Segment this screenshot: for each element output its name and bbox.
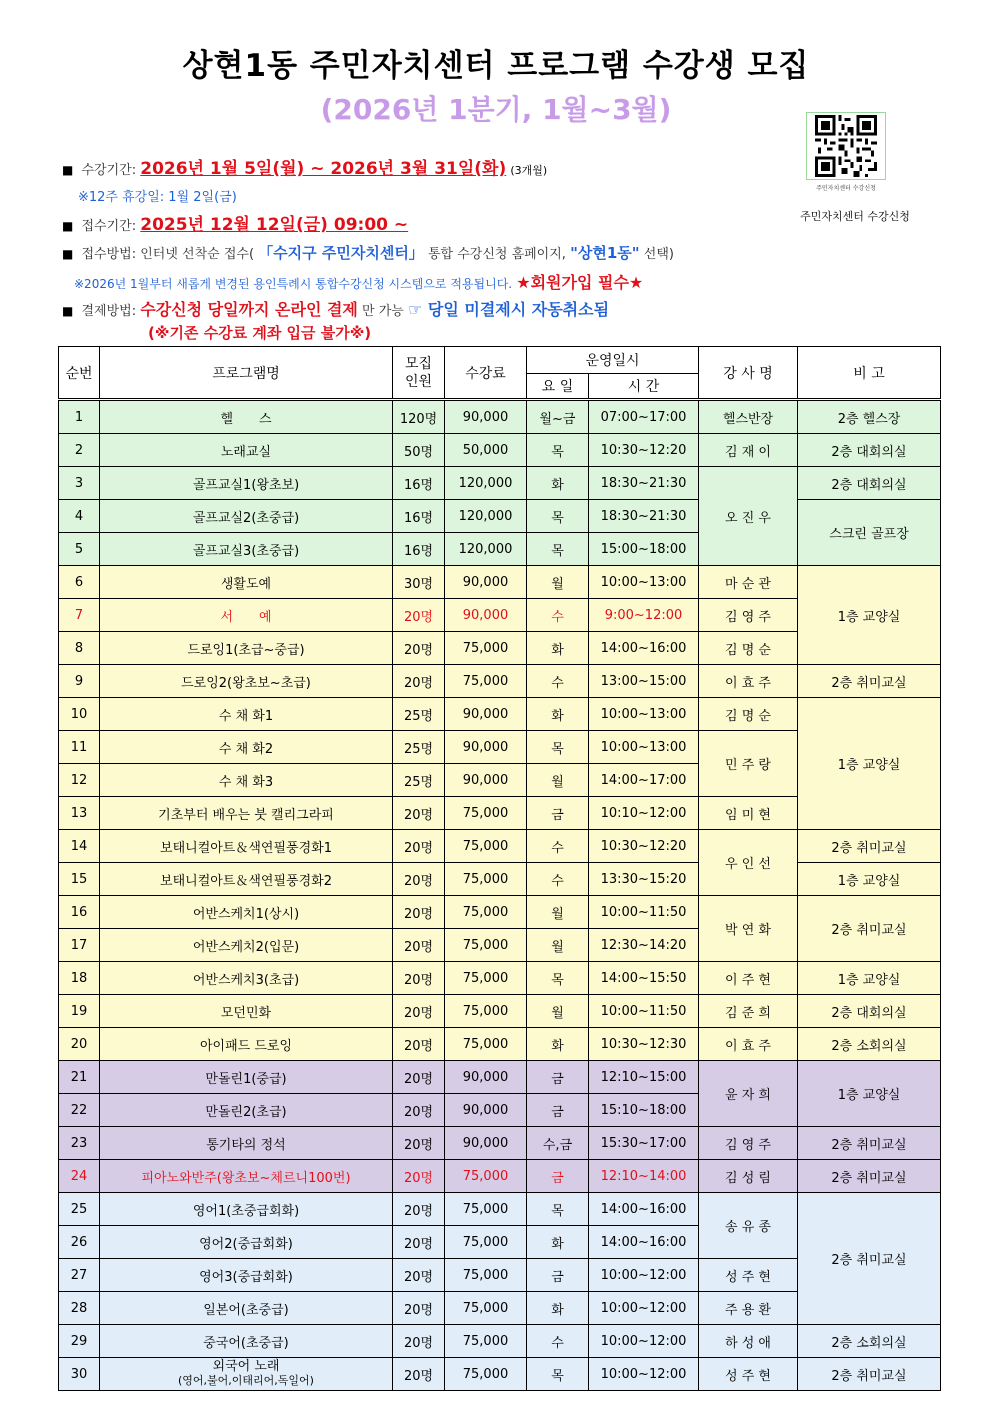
cell-time: 10:00~13:00 <box>589 698 699 731</box>
cell-instructor: 김 명 순 <box>699 632 798 665</box>
cell-fee: 120,000 <box>445 500 527 533</box>
cell-no: 23 <box>59 1127 100 1160</box>
cell-instructor: 우 인 선 <box>699 830 798 896</box>
table-row <box>59 1193 941 1226</box>
cell-fee: 75,000 <box>445 830 527 863</box>
payment-highlight: 수강신청 당일까지 온라인 결제 <box>140 300 358 319</box>
cell-fee: 75,000 <box>445 1259 527 1292</box>
cell-day: 목 <box>527 962 589 995</box>
cell-note: 2층 취미교실 <box>798 1358 941 1391</box>
cell-no: 30 <box>59 1358 100 1391</box>
cell-capacity: 25명 <box>393 764 445 797</box>
cell-day: 월 <box>527 896 589 929</box>
cell-fee: 75,000 <box>445 797 527 830</box>
cell-day: 수 <box>527 863 589 896</box>
cell-instructor: 성 주 현 <box>699 1358 798 1391</box>
cell-note: 2층 취미교실 <box>798 1193 941 1325</box>
cell-no: 14 <box>59 830 100 863</box>
cell-time: 13:30~15:20 <box>589 863 699 896</box>
cell-program <box>100 1358 393 1391</box>
cell-day: 수 <box>527 665 589 698</box>
cell-fee: 50,000 <box>445 434 527 467</box>
table-row <box>59 962 941 995</box>
table-row <box>59 1061 941 1094</box>
cell-day: 목 <box>527 434 589 467</box>
cell-capacity: 25명 <box>393 731 445 764</box>
cell-program: 통기타의 정석 <box>100 1127 393 1160</box>
cell-program: 헬 스 <box>100 400 393 434</box>
cell-time: 15:10~18:00 <box>589 1094 699 1127</box>
cell-fee: 90,000 <box>445 764 527 797</box>
cell-instructor: 김 영 주 <box>699 1127 798 1160</box>
cell-fee: 90,000 <box>445 731 527 764</box>
cell-instructor: 윤 자 희 <box>699 1061 798 1127</box>
cell-fee: 75,000 <box>445 995 527 1028</box>
cell-no: 3 <box>59 467 100 500</box>
cell-day: 화 <box>527 1292 589 1325</box>
cell-time: 10:30~12:20 <box>589 434 699 467</box>
cell-time: 07:00~17:00 <box>589 400 699 434</box>
cell-note: 2층 취미교실 <box>798 896 941 962</box>
cell-time: 10:00~12:00 <box>589 1292 699 1325</box>
period-line <box>62 154 547 179</box>
cell-program: 만돌린2(초급) <box>100 1094 393 1127</box>
header-capacity-line2: 인원 <box>404 373 433 390</box>
cell-capacity: 20명 <box>393 1193 445 1226</box>
cell-note: 2층 대회의실 <box>798 995 941 1028</box>
cell-time: 15:30~17:00 <box>589 1127 699 1160</box>
table-row <box>59 1160 941 1193</box>
page-title: 상현1동 주민자치센터 프로그램 수강생 모집 <box>182 48 810 84</box>
cell-no: 18 <box>59 962 100 995</box>
cell-instructor: 김 명 순 <box>699 698 798 731</box>
cell-note: 스크린 골프장 <box>798 500 941 566</box>
cell-fee: 75,000 <box>445 1028 527 1061</box>
cell-instructor: 헬스반장 <box>699 400 798 434</box>
cell-day: 화 <box>527 632 589 665</box>
table-row <box>59 698 941 731</box>
cell-day: 금 <box>527 797 589 830</box>
cell-fee: 90,000 <box>445 599 527 632</box>
cell-day: 월~금 <box>527 400 589 434</box>
cell-no: 4 <box>59 500 100 533</box>
cell-time: 18:30~21:30 <box>589 467 699 500</box>
cell-time: 14:00~15:50 <box>589 962 699 995</box>
cell-program: 골프교실2(초중급) <box>100 500 393 533</box>
cell-capacity: 20명 <box>393 797 445 830</box>
cell-no: 11 <box>59 731 100 764</box>
cell-time: 14:00~16:00 <box>589 1193 699 1226</box>
qr-code[interactable] <box>806 112 886 180</box>
cell-program: 골프교실1(왕초보) <box>100 467 393 500</box>
table-row <box>59 1325 941 1358</box>
cell-capacity: 25명 <box>393 698 445 731</box>
cell-fee: 75,000 <box>445 1358 527 1391</box>
cell-no: 12 <box>59 764 100 797</box>
cell-note: 2층 취미교실 <box>798 665 941 698</box>
cell-capacity: 16명 <box>393 467 445 500</box>
payment-line <box>62 297 609 320</box>
cell-program: 생활도예 <box>100 566 393 599</box>
header-capacity-line1: 모집 <box>404 355 433 372</box>
header-day: 요 일 <box>527 374 589 400</box>
cell-no: 8 <box>59 632 100 665</box>
cell-fee: 75,000 <box>445 632 527 665</box>
cell-note: 2층 취미교실 <box>798 1127 941 1160</box>
cell-day: 목 <box>527 500 589 533</box>
cell-program: 영어1(초중급회화) <box>100 1193 393 1226</box>
qr-caption: 주민자치센터 수강신청 <box>816 185 876 192</box>
cell-note: 2층 취미교실 <box>798 1160 941 1193</box>
cell-time: 10:00~11:50 <box>589 995 699 1028</box>
cell-capacity: 20명 <box>393 1259 445 1292</box>
cell-capacity: 20명 <box>393 896 445 929</box>
cell-program-title: 외국어 노래 <box>212 1359 280 1374</box>
cell-capacity: 20명 <box>393 1094 445 1127</box>
cell-note: 1층 교양실 <box>798 698 941 830</box>
table-row <box>59 665 941 698</box>
cell-capacity: 120명 <box>393 400 445 434</box>
cell-no: 5 <box>59 533 100 566</box>
cell-time: 12:10~15:00 <box>589 1061 699 1094</box>
cell-instructor: 주 용 환 <box>699 1292 798 1325</box>
cell-program: 만돌린1(중급) <box>100 1061 393 1094</box>
cell-fee: 90,000 <box>445 400 527 434</box>
cell-day: 월 <box>527 995 589 1028</box>
cell-fee: 75,000 <box>445 1226 527 1259</box>
cell-day: 월 <box>527 929 589 962</box>
cell-note: 1층 교양실 <box>798 863 941 896</box>
cell-day: 목 <box>527 533 589 566</box>
method-line <box>62 242 674 263</box>
table-row <box>59 1358 941 1391</box>
header-schedule: 운영일시 <box>527 347 699 374</box>
bullet-square-icon: ■ <box>62 247 74 261</box>
cell-day: 수,금 <box>527 1127 589 1160</box>
cell-fee: 75,000 <box>445 1292 527 1325</box>
method-mid: 통합 수강신청 홈페이지, <box>427 247 566 262</box>
cell-program: 어반스케치2(입문) <box>100 929 393 962</box>
method-end: 선택) <box>643 247 674 262</box>
cell-no: 2 <box>59 434 100 467</box>
apply-value: 2025년 12월 12일(금) 09:00 ~ <box>140 215 409 235</box>
qr-link-label: 주민자치센터 수강신청 <box>800 210 910 223</box>
period-label: 수강기간: <box>81 163 137 178</box>
cell-capacity: 20명 <box>393 632 445 665</box>
cell-program: 영어3(중급회화) <box>100 1259 393 1292</box>
cell-no: 13 <box>59 797 100 830</box>
table-row <box>59 896 941 929</box>
cell-instructor: 김 영 주 <box>699 599 798 632</box>
cell-note: 2층 헬스장 <box>798 400 941 434</box>
cell-fee: 90,000 <box>445 1127 527 1160</box>
cell-capacity: 30명 <box>393 566 445 599</box>
cell-program: 드로잉1(초급~중급) <box>100 632 393 665</box>
cell-fee: 90,000 <box>445 1094 527 1127</box>
cell-program: 서 예 <box>100 599 393 632</box>
cell-fee: 75,000 <box>445 929 527 962</box>
system-line <box>74 270 643 293</box>
cell-no: 19 <box>59 995 100 1028</box>
cell-no: 27 <box>59 1259 100 1292</box>
cell-day: 금 <box>527 1160 589 1193</box>
cell-no: 26 <box>59 1226 100 1259</box>
cell-fee: 120,000 <box>445 533 527 566</box>
cell-time: 10:00~12:00 <box>589 1325 699 1358</box>
cell-program: 모던민화 <box>100 995 393 1028</box>
cell-note: 2층 대회의실 <box>798 467 941 500</box>
cell-time: 13:00~15:00 <box>589 665 699 698</box>
payment-note-line <box>148 322 371 343</box>
cell-program: 영어2(중급회화) <box>100 1226 393 1259</box>
cell-note: 2층 대회의실 <box>798 434 941 467</box>
cell-program: 수 채 화2 <box>100 731 393 764</box>
cell-note: 2층 소회의실 <box>798 1325 941 1358</box>
cell-capacity: 20명 <box>393 1028 445 1061</box>
cell-time: 14:00~17:00 <box>589 764 699 797</box>
cell-fee: 75,000 <box>445 1160 527 1193</box>
cell-day: 수 <box>527 599 589 632</box>
cell-no: 9 <box>59 665 100 698</box>
cell-instructor: 임 미 현 <box>699 797 798 830</box>
cell-capacity: 50명 <box>393 434 445 467</box>
cell-capacity: 20명 <box>393 1127 445 1160</box>
cell-no: 10 <box>59 698 100 731</box>
cell-capacity: 20명 <box>393 1325 445 1358</box>
payment-mid: 만 가능 <box>362 304 404 319</box>
cell-no: 20 <box>59 1028 100 1061</box>
cell-time: 10:00~12:00 <box>589 1259 699 1292</box>
cell-fee: 75,000 <box>445 962 527 995</box>
cell-note: 1층 교양실 <box>798 1061 941 1127</box>
cell-day: 금 <box>527 1259 589 1292</box>
cell-time: 9:00~12:00 <box>589 599 699 632</box>
header-note: 비 고 <box>798 347 941 400</box>
cell-day: 월 <box>527 566 589 599</box>
apply-label: 접수기간: <box>81 219 137 234</box>
cell-instructor: 이 주 현 <box>699 962 798 995</box>
cell-program: 피아노와반주(왕초보~체르니100번) <box>100 1160 393 1193</box>
header-time: 시 간 <box>589 374 699 400</box>
cell-no: 25 <box>59 1193 100 1226</box>
table-row <box>59 830 941 863</box>
cell-time: 10:10~12:00 <box>589 797 699 830</box>
cell-no: 22 <box>59 1094 100 1127</box>
cell-no: 24 <box>59 1160 100 1193</box>
cell-no: 17 <box>59 929 100 962</box>
cell-time: 18:30~21:30 <box>589 500 699 533</box>
cell-no: 16 <box>59 896 100 929</box>
holiday-note <box>78 186 237 205</box>
cell-program: 노래교실 <box>100 434 393 467</box>
cell-day: 화 <box>527 1226 589 1259</box>
cell-capacity: 20명 <box>393 1061 445 1094</box>
cell-day: 목 <box>527 1193 589 1226</box>
method-dong: "상현1동" <box>570 244 640 262</box>
cell-fee: 75,000 <box>445 896 527 929</box>
cell-time: 10:00~13:00 <box>589 566 699 599</box>
cell-no: 1 <box>59 400 100 434</box>
cell-note: 2층 소회의실 <box>798 1028 941 1061</box>
table-row <box>59 863 941 896</box>
qr-code-icon <box>809 115 883 177</box>
cell-fee: 75,000 <box>445 1193 527 1226</box>
cell-note: 1층 교양실 <box>798 566 941 665</box>
cell-capacity: 16명 <box>393 533 445 566</box>
cell-instructor: 김 성 림 <box>699 1160 798 1193</box>
header-capacity <box>393 347 445 400</box>
cell-program-subtitle: (영어,불어,이태리어,독일어) <box>178 1374 314 1387</box>
cell-no: 7 <box>59 599 100 632</box>
cell-program: 골프교실3(초중급) <box>100 533 393 566</box>
header-fee: 수강료 <box>445 347 527 400</box>
cell-day: 화 <box>527 1028 589 1061</box>
cell-program: 보태니컬아트＆색연필풍경화2 <box>100 863 393 896</box>
table-row <box>59 995 941 1028</box>
apply-line <box>62 210 408 235</box>
header-no: 순번 <box>59 347 100 400</box>
cell-capacity: 20명 <box>393 863 445 896</box>
cell-time: 10:00~12:00 <box>589 1358 699 1391</box>
cell-no: 6 <box>59 566 100 599</box>
cell-time: 15:00~18:00 <box>589 533 699 566</box>
cell-time: 12:10~14:00 <box>589 1160 699 1193</box>
cell-day: 화 <box>527 467 589 500</box>
cell-time: 14:00~16:00 <box>589 1226 699 1259</box>
table-row <box>59 566 941 599</box>
cell-program: 보태니컬아트＆색연필풍경화1 <box>100 830 393 863</box>
cell-instructor: 이 효 주 <box>699 665 798 698</box>
bullet-square-icon: ■ <box>62 163 74 177</box>
method-label: 접수방법: 인터넷 선착순 접수( <box>81 247 255 262</box>
cell-capacity: 20명 <box>393 962 445 995</box>
cell-capacity: 20명 <box>393 830 445 863</box>
cell-instructor: 박 연 화 <box>699 896 798 962</box>
cell-day: 목 <box>527 731 589 764</box>
table-row <box>59 1028 941 1061</box>
holiday-text: ※12주 휴강일: 1월 2일(금) <box>78 190 237 205</box>
cell-capacity: 20명 <box>393 1358 445 1391</box>
cell-instructor: 마 순 관 <box>699 566 798 599</box>
cell-capacity: 20명 <box>393 665 445 698</box>
cell-day: 화 <box>527 698 589 731</box>
cell-instructor: 하 성 애 <box>699 1325 798 1358</box>
cell-program: 수 채 화1 <box>100 698 393 731</box>
bullet-square-icon: ■ <box>62 219 74 233</box>
period-value: 2026년 1월 5일(월) ~ 2026년 3월 31일(화) <box>140 159 507 179</box>
cell-day: 목 <box>527 1358 589 1391</box>
bullet-square-icon: ■ <box>62 304 74 318</box>
cell-time: 10:30~12:20 <box>589 830 699 863</box>
system-note: ※2026년 1월부터 새롭게 변경된 용인특례시 통합수강신청 시스템으로 적용됩니다. <box>74 277 513 291</box>
header-instructor: 강 사 명 <box>699 347 798 400</box>
cell-instructor: 송 유 종 <box>699 1193 798 1259</box>
table-row <box>59 467 941 500</box>
cell-program: 아이패드 드로잉 <box>100 1028 393 1061</box>
cell-capacity: 16명 <box>393 500 445 533</box>
cell-time: 10:30~12:30 <box>589 1028 699 1061</box>
page-subtitle: (2026년 1분기, 1월~3월) <box>320 93 672 126</box>
cell-day: 수 <box>527 1325 589 1358</box>
cell-no: 21 <box>59 1061 100 1094</box>
program-table <box>58 346 941 1391</box>
cell-capacity: 20명 <box>393 599 445 632</box>
cell-day: 금 <box>527 1061 589 1094</box>
table-row <box>59 400 941 434</box>
cell-capacity: 20명 <box>393 1292 445 1325</box>
cell-fee: 120,000 <box>445 467 527 500</box>
cell-program: 중국어(초중급) <box>100 1325 393 1358</box>
cell-capacity: 20명 <box>393 1226 445 1259</box>
cell-program: 수 채 화3 <box>100 764 393 797</box>
payment-label: 결제방법: <box>81 304 137 319</box>
cell-fee: 90,000 <box>445 566 527 599</box>
cell-fee: 90,000 <box>445 1061 527 1094</box>
cell-time: 12:30~14:20 <box>589 929 699 962</box>
cell-fee: 75,000 <box>445 863 527 896</box>
cell-day: 금 <box>527 1094 589 1127</box>
cell-instructor: 이 효 주 <box>699 1028 798 1061</box>
cell-fee: 90,000 <box>445 698 527 731</box>
member-note: ★회원가입 필수★ <box>516 273 644 292</box>
cell-program: 어반스케치3(초급) <box>100 962 393 995</box>
cell-capacity: 20명 <box>393 995 445 1028</box>
cell-capacity: 20명 <box>393 929 445 962</box>
table-row <box>59 434 941 467</box>
cell-instructor: 성 주 현 <box>699 1259 798 1292</box>
payment-warning: ☞ 당일 미결제시 자동취소됨 <box>407 300 610 319</box>
cell-time: 10:00~11:50 <box>589 896 699 929</box>
cell-time: 10:00~13:00 <box>589 731 699 764</box>
cell-note: 1층 교양실 <box>798 962 941 995</box>
cell-program: 어반스케치1(상시) <box>100 896 393 929</box>
cell-no: 28 <box>59 1292 100 1325</box>
table-row <box>59 500 941 533</box>
cell-instructor: 김 준 희 <box>699 995 798 1028</box>
cell-day: 수 <box>527 830 589 863</box>
cell-fee: 75,000 <box>445 1325 527 1358</box>
cell-instructor: 오 진 우 <box>699 467 798 566</box>
cell-capacity: 20명 <box>393 1160 445 1193</box>
method-site[interactable]: 「수지구 주민자치센터」 <box>258 244 424 262</box>
cell-instructor: 민 주 랑 <box>699 731 798 797</box>
cell-program: 기초부터 배우는 붓 캘리그라피 <box>100 797 393 830</box>
payment-note: (※기존 수강료 계좌 입금 불가※) <box>148 324 372 342</box>
cell-instructor: 김 재 이 <box>699 434 798 467</box>
cell-fee: 75,000 <box>445 665 527 698</box>
table-row <box>59 1127 941 1160</box>
cell-no: 29 <box>59 1325 100 1358</box>
cell-time: 14:00~16:00 <box>589 632 699 665</box>
header-program: 프로그램명 <box>100 347 393 400</box>
cell-program: 일본어(초중급) <box>100 1292 393 1325</box>
cell-note: 2층 취미교실 <box>798 830 941 863</box>
cell-no: 15 <box>59 863 100 896</box>
cell-day: 월 <box>527 764 589 797</box>
period-note: (3개월) <box>510 164 548 177</box>
cell-program: 드로잉2(왕초보~초급) <box>100 665 393 698</box>
